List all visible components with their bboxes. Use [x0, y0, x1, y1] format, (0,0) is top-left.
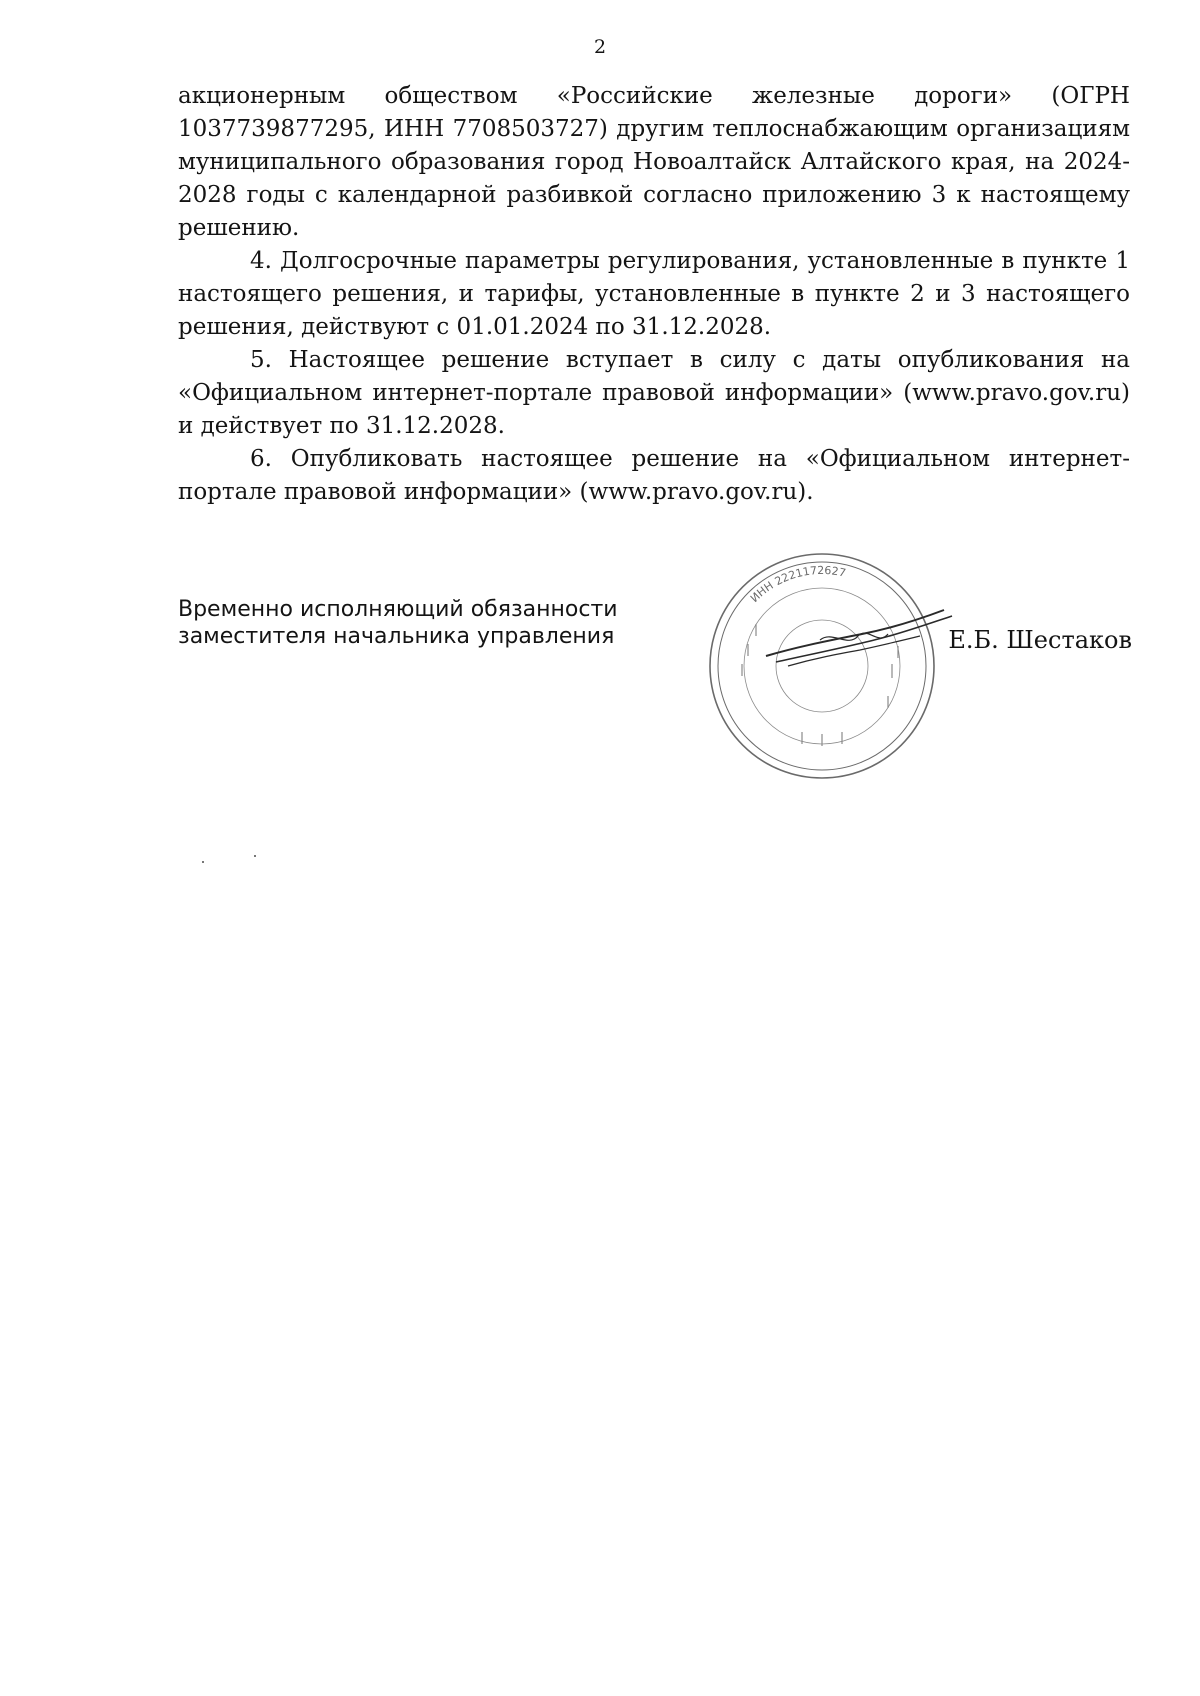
page-number: 2 [593, 36, 607, 58]
decision-body [178, 80, 1130, 509]
scan-speck [202, 861, 204, 863]
signatory-title [178, 596, 618, 650]
paragraph-4: 4. Долгосрочные параметры регулирования, установленные в пункте 1 настоящего решения, и тарифы, установленные в пункте 2 и 3 настоящего решения, действуют с 01.01.2024 по 31.12.2028. [178, 248, 1130, 340]
paragraph-continuation: акционерным обществом «Российские железные дороги» (ОГРН 1037739877295, ИНН 7708503727) другим теплоснабжающим организациям муниципального образования город Новоалтайск Алтайского края, на 2024-2028 годы с календарной разбивкой согласно приложению 3 к настоящему решению. [178, 83, 1130, 241]
signatory-title-line-2: заместителя начальника управления [178, 624, 615, 649]
paragraph-6: 6. Опубликовать настоящее решение на «Официальном интернет-портале правовой информации» (www.pravo.gov.ru). [178, 446, 1130, 505]
signatory-name: Е.Б. Шестаков [948, 626, 1132, 654]
seal-text: ИНН 2221172627 [747, 563, 848, 606]
signatory-title-line-1: Временно исполняющий обязанности [178, 597, 618, 622]
handwritten-signature-icon [760, 600, 960, 680]
scan-speck [254, 855, 256, 857]
paragraph-5: 5. Настоящее решение вступает в силу с даты опубликования на «Официальном интернет-портале правовой информации» (www.pravo.gov.ru) и действует по 31.12.2028. [178, 347, 1130, 439]
